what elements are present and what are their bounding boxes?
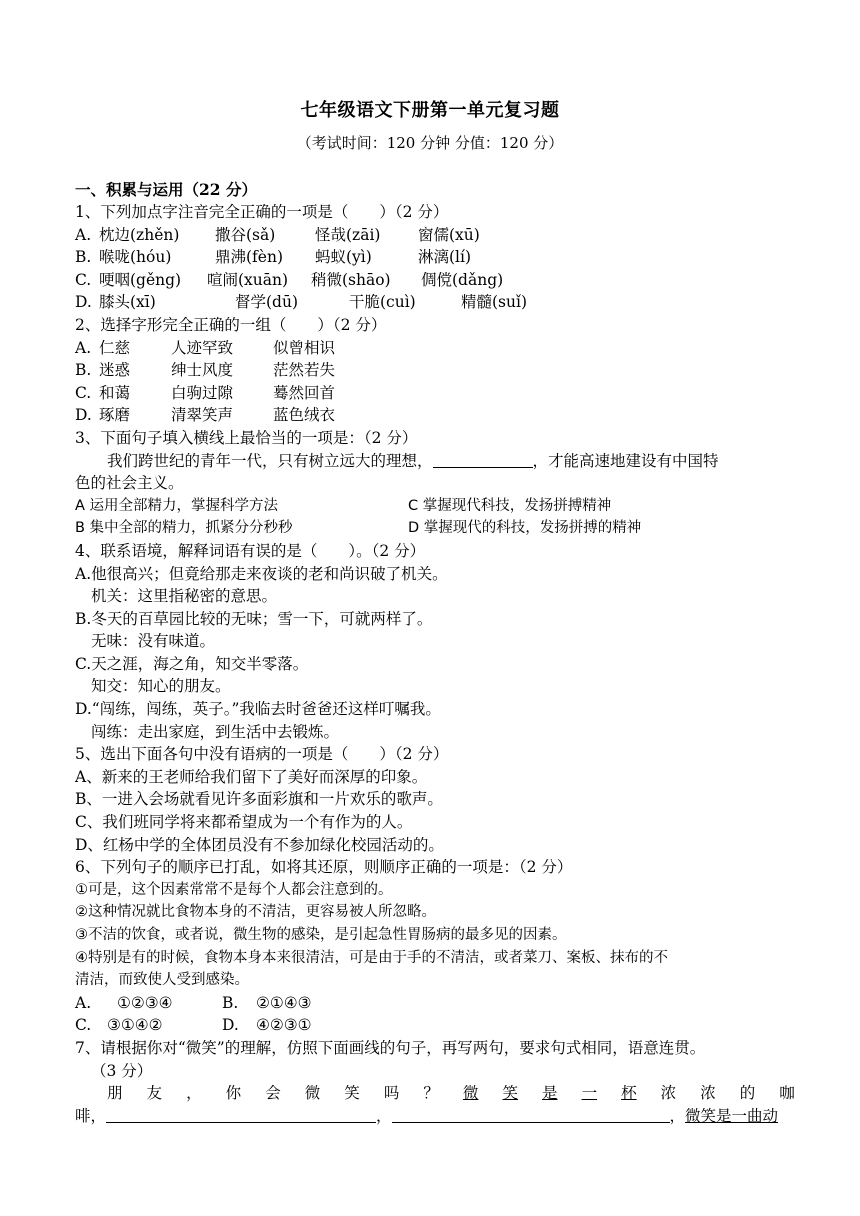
q5-option-a: A、新来的王老师给我们留下了美好而深厚的印象。 [75, 767, 428, 786]
q4-item-b: B.冬天的百草园比较的无味；雪一下，可就两样了。 [75, 609, 433, 628]
char: 咖 [779, 1084, 795, 1103]
q2-option-a [75, 337, 795, 360]
option-item: 干脆(cuì) [349, 293, 416, 312]
q1-option-d [75, 291, 795, 314]
char: 笑 [344, 1084, 360, 1103]
q2-stem: 2、选择字形完全正确的一组（ ）（2 分） [75, 315, 387, 334]
option-item: 撒谷(sǎ) [215, 225, 276, 244]
q7-sentence [75, 1082, 795, 1105]
char: 浓 [660, 1084, 677, 1103]
option-letter: A. [75, 225, 92, 244]
char: 浓 [700, 1084, 716, 1103]
q6-options-ab [75, 992, 795, 1015]
char: ， [186, 1084, 202, 1103]
option-item: 迷惑 [99, 361, 131, 380]
char: ？ [423, 1084, 439, 1103]
option-value: ②①④③ [256, 993, 312, 1012]
option-item: 茫然若失 [273, 361, 336, 380]
option-item: 蓝色绒衣 [273, 406, 336, 425]
option-item: 枕边(zhěn) [99, 225, 180, 244]
char: 友 [146, 1084, 163, 1103]
option-item: 和蔼 [99, 383, 131, 402]
option-item: 督学(dū) [235, 293, 298, 312]
option-item: 喉咙(hóu) [99, 248, 172, 267]
char: 的 [739, 1084, 756, 1103]
q4-item-d: D.“闯练，闯练，英子。”我临去时爸爸还这样叮嘱我。 [75, 700, 441, 719]
option-item: 人迹罕致 [171, 338, 234, 357]
option-d: D 掌握现代的科技，发扬拼搏的精神 [408, 520, 642, 537]
underlined-char: 笑 [502, 1084, 518, 1103]
q4-note-c: 知交：知心的朋友。 [91, 677, 231, 696]
q3-stem: 3、下面句子填入横线上最恰当的一项是：（2 分） [75, 428, 418, 447]
option-item: 清翠笑声 [171, 406, 234, 425]
option-b: B 集中全部的精力，抓紧分分秒秒 [75, 520, 293, 537]
q5-option-c: C、我们班同学将来都希望成为一个有作为的人。 [75, 813, 413, 832]
q3-options-ac [75, 495, 795, 518]
q4-item-a: A.他很高兴；但竟给那走来夜谈的老和尚识破了机关。 [75, 564, 448, 583]
q4-item-c: C.天之涯，海之角，知交半零落。 [75, 654, 309, 673]
option-item: 倜傥(dǎng) [421, 270, 504, 289]
option-item: 膝头(xī) [99, 293, 156, 312]
char: 你 [225, 1084, 242, 1103]
char: 会 [265, 1084, 281, 1103]
option-letter: D. [222, 1016, 239, 1035]
sentence-text: 我们跨世纪的青年一代，只有树立远大的理想， [107, 451, 433, 470]
option-item: 仁慈 [99, 338, 131, 357]
option-letter: C. [75, 270, 92, 289]
q6-options-cd [75, 1014, 795, 1037]
q5-option-d: D、红杨中学的全体团员没有不参加绿化校园活动的。 [75, 835, 444, 854]
q2-option-d [75, 404, 795, 427]
underlined-char: 一 [581, 1084, 598, 1103]
q5-option-b: B、一进入会场就看见许多面彩旗和一片欢乐的歌声。 [75, 790, 443, 809]
q7-stem: 7、请根据你对“微笑”的理解，仿照下面画线的句子，再写两句，要求句式相同，语意连贯。 [75, 1038, 706, 1057]
section-heading: 一、积累与运用（22 分） [75, 180, 257, 199]
char: 微 [304, 1084, 321, 1103]
q3-sentence-cont: 色的社会主义。 [75, 474, 184, 493]
q1-option-a [75, 224, 795, 247]
char: 吗 [383, 1084, 400, 1103]
underlined-char: 微 [462, 1084, 479, 1103]
option-item: 琢磨 [99, 406, 131, 425]
q3-sentence [75, 450, 795, 473]
page-title: 七年级语文下册第一单元复习题 [300, 100, 560, 121]
q4-stem: 4、联系语境，解释词语有误的是（ ）。（2 分） [75, 541, 426, 560]
answer-blank-2[interactable] [392, 1106, 670, 1123]
option-letter: A. [75, 993, 92, 1012]
option-item: 绅士风度 [171, 361, 234, 380]
option-item: 蚂蚁(yì) [315, 248, 372, 267]
option-item: 白驹过隙 [171, 383, 234, 402]
q6-sentence-3: ③不洁的饮食，或者说，微生物的感染，是引起急性胃肠病的最多见的因素。 [75, 927, 567, 943]
option-letter: B. [75, 361, 92, 380]
q7-score: （3 分） [91, 1061, 153, 1080]
q1-option-b [75, 246, 795, 269]
option-item: 蓦然回首 [273, 383, 336, 402]
underlined-char: 杯 [621, 1084, 637, 1103]
option-value: ④②③① [256, 1016, 312, 1035]
q6-sentence-4-cont: 清洁，而致使人受到感染。 [75, 972, 249, 989]
fill-blank [433, 451, 533, 468]
option-letter: A. [75, 338, 92, 357]
option-item: 喧闹(xuān) [207, 270, 289, 289]
q2-option-c [75, 382, 795, 405]
q7-answer-line [75, 1105, 795, 1128]
sentence-text: ， [376, 1106, 392, 1125]
option-letter: B. [222, 993, 239, 1012]
char: 朋 [107, 1084, 123, 1103]
q6-sentence-2: ②这种情况就比食物本身的不清洁，更容易被人所忽略。 [75, 904, 436, 921]
q6-stem: 6、下列句子的顺序已打乱，如将其还原，则顺序正确的一项是：（2 分） [75, 858, 573, 877]
option-letter: D. [75, 406, 92, 425]
option-item: 怪哉(zāi) [315, 225, 381, 244]
answer-blank-1[interactable] [106, 1106, 376, 1123]
option-item: 似曾相识 [273, 338, 336, 357]
sentence-text: ，才能高速地建设有中国特 [532, 451, 719, 470]
q1-stem: 1、下列加点字注音完全正确的一项是（ ）（2 分） [75, 203, 449, 221]
q6-sentence-4: ④特别是有的时候，食物本身本来很清洁，可是由于手的不清洁，或者菜刀、案板、抹布的不 [75, 949, 668, 966]
option-value: ③①④② [107, 1016, 163, 1035]
option-item: 稍微(shāo) [311, 270, 391, 289]
option-item: 鼎沸(fèn) [215, 248, 283, 267]
page-subtitle: （考试时间：120 分钟 分值：120 分） [296, 134, 564, 152]
q4-note-b: 无味：没有味道。 [91, 632, 216, 651]
option-c: C 掌握现代科技，发扬拼搏精神 [408, 497, 612, 514]
sentence-text: ， [669, 1106, 686, 1125]
option-letter: C. [75, 383, 92, 402]
underlined-char: 是 [542, 1084, 558, 1103]
option-letter: C. [75, 1016, 92, 1035]
option-letter: B. [75, 248, 92, 267]
option-item: 淋漓(lí) [418, 248, 472, 267]
option-value: ①②③④ [117, 993, 173, 1012]
question-content [75, 201, 795, 1127]
q6-sentence-1: ①可是，这个因素常常不是每个人都会注意到的。 [75, 881, 393, 898]
q5-stem: 5、选出下面各句中没有语病的一项是（ ）（2 分） [75, 745, 449, 764]
underlined-text: 微笑是一曲动 [685, 1106, 779, 1125]
q4-note-a: 机关：这里指秘密的意思。 [91, 587, 278, 606]
q4-note-d: 闯练：走出家庭，到生活中去锻炼。 [91, 722, 340, 741]
q3-options-bd [75, 517, 795, 540]
option-item: 哽咽(gěng) [99, 270, 182, 289]
sentence-text: 啡， [75, 1106, 107, 1125]
q2-option-b [75, 359, 795, 382]
option-letter: D. [75, 293, 92, 312]
option-a: A 运用全部精力，掌握科学方法 [75, 497, 279, 514]
option-item: 窗儒(xū) [418, 225, 480, 244]
option-item: 精髓(suǐ) [461, 293, 527, 312]
q1-option-c [75, 269, 795, 292]
